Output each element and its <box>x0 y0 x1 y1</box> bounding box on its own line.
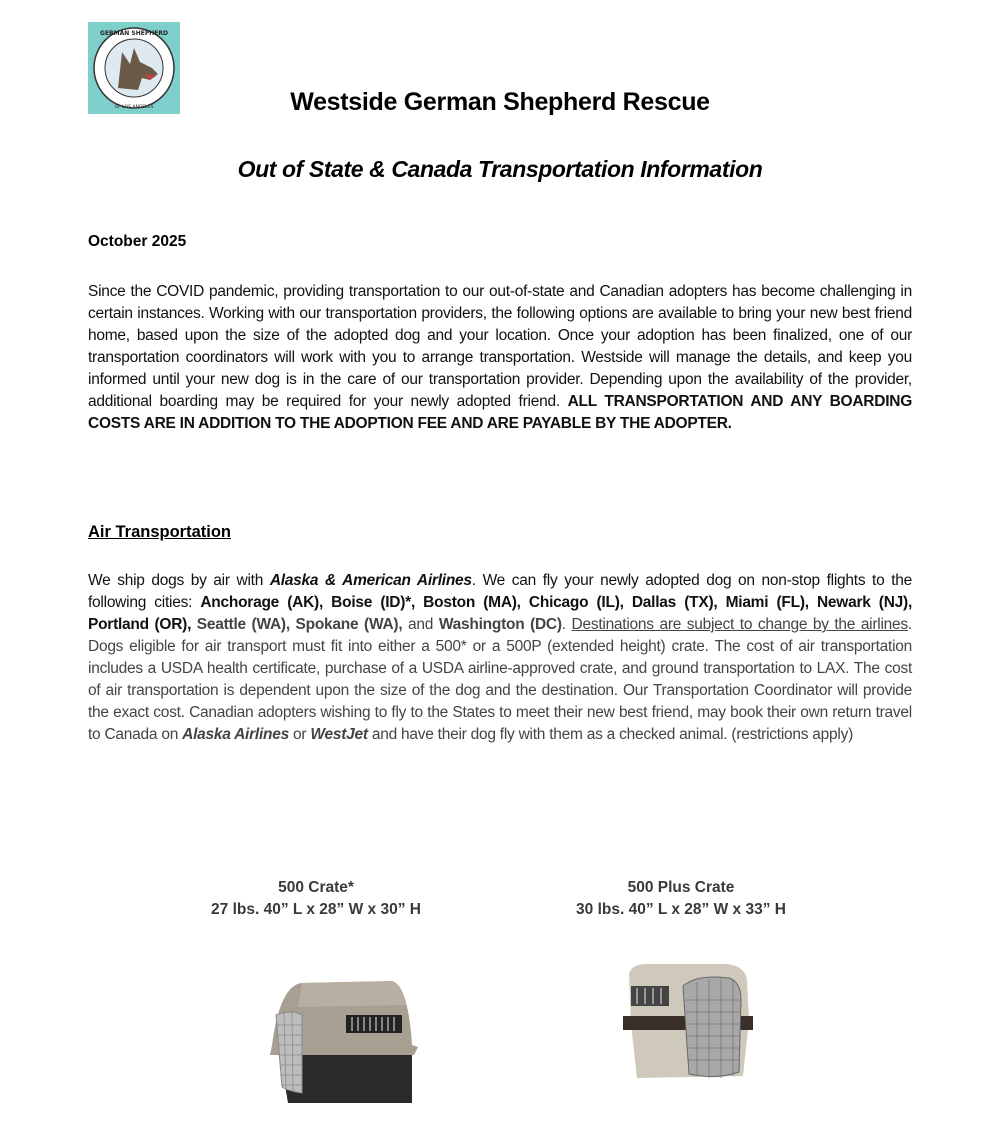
air-text: . We can fly your newly adopted dog on non-stop flights to the following cities: <box>88 572 913 611</box>
crate-500-plus-label <box>531 877 831 921</box>
air-paragraph <box>88 570 912 746</box>
crate-500-plus-image <box>617 960 757 1088</box>
page-subtitle: Out of State & Canada Transportation Information <box>237 156 763 182</box>
cities-seattle-spokane: Seattle (WA), Spokane (WA), <box>191 616 403 633</box>
pet-crate-icon <box>617 960 757 1088</box>
document-date: October 2025 <box>88 233 187 250</box>
air-text: We ship dogs by air with <box>88 572 270 589</box>
section-heading-air: Air Transportation <box>88 523 232 541</box>
intro-text: Since the COVID pandemic, providing transportation to our out-of-state and Canadian adopters has become challenging in certain instances. Working with our transportation providers, the following options are available to bring your new best friend home, based upon the size of the adopted dog and your location. Once your adoption has been finalized, one of our transportation coordinators will work with you to arrange transportation. Westside will manage the details, and keep you informed until your new dog is in the care of our transportation provider. Depending upon the availability of the provider, additional boarding may be required for your newly adopted friend. <box>88 283 912 410</box>
cost-notice: ALL TRANSPORTATION AND ANY BOARDING COSTS ARE IN ADDITION TO THE ADOPTION FEE AND ARE PAYABLE BY THE ADOPTER. <box>88 393 913 432</box>
airline-westjet: WestJet <box>310 726 368 743</box>
air-text: and have their dog fly with them as a checked animal. (restrictions apply) <box>367 726 854 743</box>
crate-500-image <box>262 975 422 1107</box>
pet-crate-icon <box>262 975 422 1107</box>
intro-paragraph <box>88 281 912 435</box>
svg-text:GERMAN SHEPHERD: GERMAN SHEPHERD <box>100 30 168 37</box>
city-washington: Washington (DC) <box>438 616 562 633</box>
crate-name: 500 Crate* <box>278 879 354 896</box>
svg-text:OF LOS ANGELES: OF LOS ANGELES <box>114 105 154 110</box>
destinations-notice: Destinations are subject to change by the airlines <box>571 616 908 633</box>
airline-alaska: Alaska Airlines <box>182 726 289 743</box>
airlines-name: Alaska & American Airlines <box>269 572 472 589</box>
crate-name: 500 Plus Crate <box>627 879 735 896</box>
crate-specs: 30 lbs. 40” L x 28” W x 33” H <box>576 901 786 918</box>
page-title: Westside German Shepherd Rescue <box>290 88 710 116</box>
air-text: or <box>288 726 311 743</box>
air-text: . Dogs eligible for air transport must fit into either a 500* or a 500P (extended height) crate. The cost of air transportation includes a USDA health certificate, purchase of a USDA airline-approved crate, and ground transportation to LAX. The cost of air transportation is dependent upon the size of the dog and the destination. Our Transportation Coordinator will provide the exact cost. Canadian adopters wishing to fly to the States to meet their new best friend, may book their own return travel to Canada on <box>88 616 912 743</box>
cities-list: Anchorage (AK), Boise (ID)*, Boston (MA), Chicago (IL), Dallas (TX), Miami (FL), Newark (NJ), Portland (OR), <box>88 594 913 633</box>
air-text: . <box>561 616 572 633</box>
air-text: and <box>402 616 439 633</box>
crate-500-label <box>166 877 466 921</box>
crate-specs: 27 lbs. 40” L x 28” W x 30” H <box>211 901 421 918</box>
